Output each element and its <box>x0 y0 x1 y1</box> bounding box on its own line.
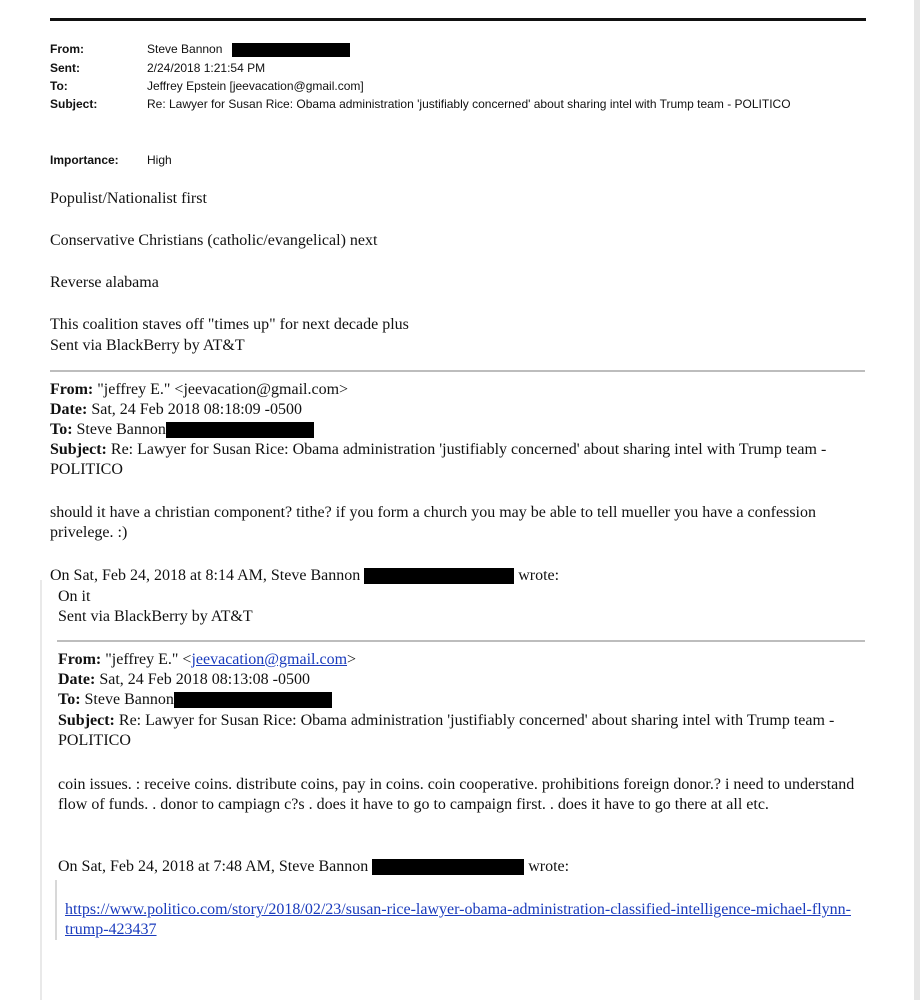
wrote-prefix: On Sat, Feb 24, 2018 at 7:48 AM, Steve Bannon <box>58 858 369 875</box>
email3-subject <box>58 711 838 751</box>
politico-link-container <box>65 900 855 940</box>
quote-line: On it <box>58 588 91 605</box>
email2-from <box>50 380 850 400</box>
importance-label: Importance: <box>50 153 119 167</box>
redaction-box <box>174 692 332 708</box>
separator <box>57 640 865 642</box>
email3-date <box>58 670 858 690</box>
email3-subject-value: Re: Lawyer for Susan Rice: Obama administration 'justifiably concerned' about sharing intel with Trump team - POLITICO <box>58 712 835 749</box>
email3-date-label: Date: <box>58 671 96 688</box>
subject-value: Re: Lawyer for Susan Rice: Obama administration 'justifiably concerned' about sharing intel with Trump team - POLITICO <box>147 97 791 111</box>
email3-to-value: Steve Bannon <box>84 691 174 708</box>
email3-from <box>58 650 858 670</box>
email2-to-value: Steve Bannon <box>76 421 166 438</box>
redaction-box <box>372 859 524 875</box>
email2-to <box>50 420 850 440</box>
redaction-box <box>166 422 314 438</box>
quote-rule <box>40 580 42 1000</box>
separator <box>50 370 865 372</box>
email3-wrote-line <box>58 857 858 877</box>
email2-date-value: Sat, 24 Feb 2018 08:18:09 -0500 <box>91 401 302 418</box>
body-line: Reverse alabama <box>50 274 159 291</box>
top-divider <box>50 18 866 21</box>
to-value: Jeffrey Epstein [jeevacation@gmail.com] <box>147 79 364 93</box>
politico-link[interactable]: https://www.politico.com/story/2018/02/23/susan-rice-lawyer-obama-administration-classified-intelligence-michael-flynn-trump-423437 <box>65 901 851 938</box>
email3-to-label: To: <box>58 691 81 708</box>
email2-date <box>50 400 850 420</box>
body-line: This coalition staves off "times up" for next decade plus <box>50 316 409 333</box>
body-line: Populist/Nationalist first <box>50 190 207 207</box>
email2-to-label: To: <box>50 421 73 438</box>
quote-line: Sent via BlackBerry by AT&T <box>58 608 253 625</box>
email3-to <box>58 690 858 710</box>
email2-from-value: "jeffrey E." <jeevacation@gmail.com> <box>97 381 349 398</box>
sent-value: 2/24/2018 1:21:54 PM <box>147 61 266 75</box>
email2-from-label: From: <box>50 381 94 398</box>
redaction-box <box>232 43 350 57</box>
body-line: Sent via BlackBerry by AT&T <box>50 337 245 354</box>
importance-value: High <box>147 153 172 167</box>
to-label: To: <box>50 79 68 93</box>
wrote-suffix: wrote: <box>518 567 560 584</box>
subject-label: Subject: <box>50 97 98 111</box>
from-value <box>147 40 847 58</box>
body-line: Conservative Christians (catholic/evangelical) next <box>50 232 378 249</box>
redaction-box <box>364 568 514 584</box>
email3-from-close: > <box>347 651 357 668</box>
from-name: Steve Bannon <box>147 42 223 56</box>
email2-date-label: Date: <box>50 401 88 418</box>
email3-subject-label: Subject: <box>58 712 115 729</box>
email2-subject <box>50 440 840 480</box>
from-label: From: <box>50 42 84 56</box>
quote-rule <box>55 880 57 940</box>
sent-label: Sent: <box>50 61 80 75</box>
page-edge <box>914 0 920 1000</box>
wrote-suffix: wrote: <box>528 858 570 875</box>
email3-from-name: "jeffrey E." < <box>105 651 192 668</box>
email3-body: coin issues. : receive coins. distribute coins, pay in coins. coin cooperative. prohibitions foreign donor.? i need to understand flow of funds. . donor to campiagn c?s . does it have to go to campaign first. . does it have to go there at all etc. <box>58 776 855 813</box>
email2-body: should it have a christian component? tithe? if you form a church you may be able to tell mueller you have a confession privelege. :) <box>50 504 816 541</box>
email3-from-email[interactable]: jeevacation@gmail.com <box>191 651 348 668</box>
email3-date-value: Sat, 24 Feb 2018 08:13:08 -0500 <box>99 671 310 688</box>
email2-subject-value: Re: Lawyer for Susan Rice: Obama administration 'justifiably concerned' about sharing intel with Trump team - POLITICO <box>50 441 827 478</box>
email2-subject-label: Subject: <box>50 441 107 458</box>
email3-from-label: From: <box>58 651 102 668</box>
email2-wrote-line <box>50 566 850 586</box>
wrote-prefix: On Sat, Feb 24, 2018 at 8:14 AM, Steve Bannon <box>50 567 361 584</box>
